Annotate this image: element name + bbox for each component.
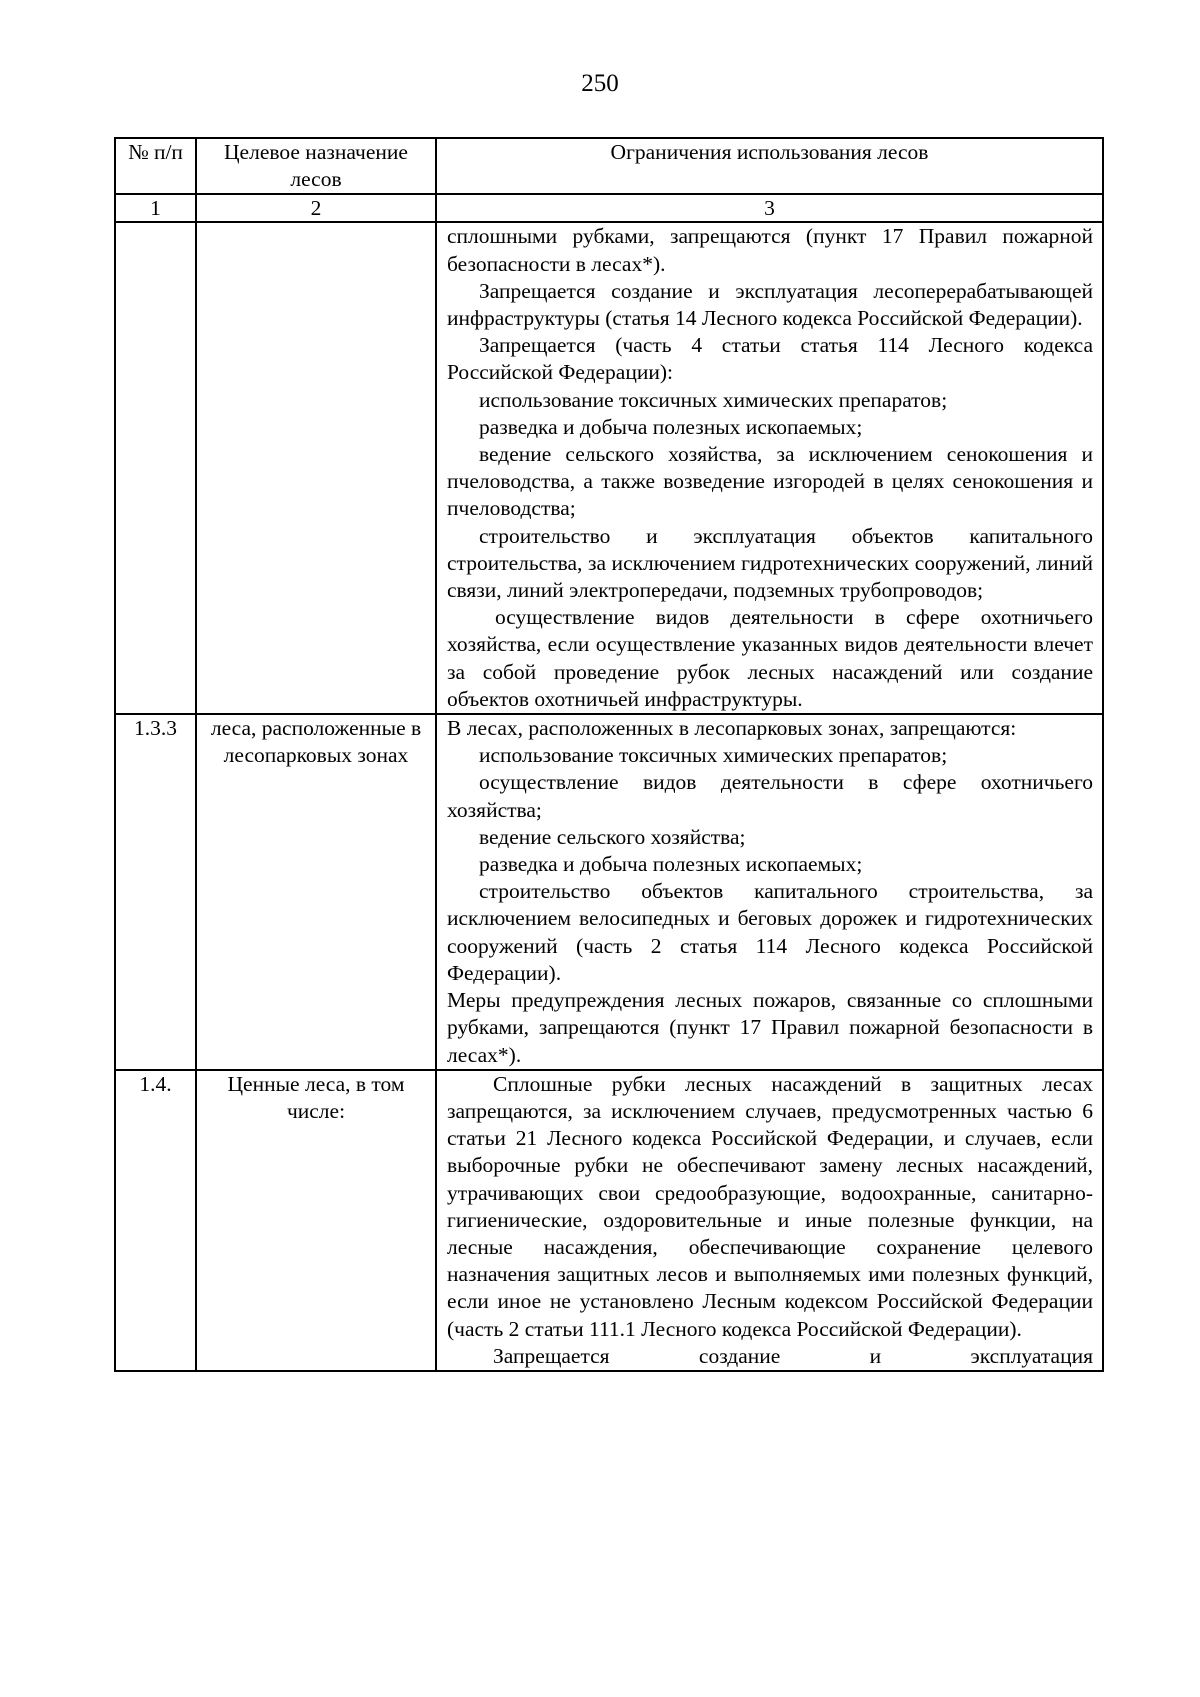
restriction-paragraph: Запрещается (часть 4 статьи статья 114 Лесного кодекса Российской Федерации):: [447, 333, 1093, 385]
restriction-paragraph: В лесах, расположенных в лесопарковых зонах, запрещаются:: [447, 716, 1017, 741]
restriction-paragraph: ведение сельского хозяйства;: [479, 824, 746, 849]
table-header-row: [115, 138, 1103, 194]
table-row: [115, 222, 1103, 714]
restriction-paragraph: Сплошные рубки лесных насаждений в защитных лесах запрещаются, за исключением случаев, предусмотренных частью 6 статьи 21 Лесного кодекса Российской Федерации, и случаев, если выборочные рубки не обеспечивают замену лесных насаждений, утрачивающих свои средообразующие, водоохранные, санитарно-гигиенические, оздоровительные и иные полезные функции, на лесные насаждения, обеспечивающие сохранение целевого назначения защитных лесов и выполняемых ими полезных функций, если иное не установлено Лесным кодексом Российской Федерации (часть 2 статьи 111.1 Лесного кодекса Российской Федерации).: [447, 1071, 1093, 1341]
restriction-paragraph: использование токсичных химических препаратов;: [479, 743, 948, 768]
row-restrictions: [436, 222, 1103, 714]
column-number: 2: [196, 194, 436, 222]
row-restrictions: [436, 1070, 1103, 1371]
column-number: 3: [436, 194, 1103, 222]
row-number: 1.4.: [115, 1070, 196, 1371]
restriction-paragraph: Меры предупреждения лесных пожаров, связанные со сплошными рубками, запрещаются (пункт 17 Правил пожарной безопасности в лесах*).: [447, 988, 1093, 1067]
header-restrictions: Ограничения использования лесов: [436, 138, 1103, 194]
restriction-paragraph: Запрещается создание и эксплуатация лесоперерабатывающей инфраструктуры (статья 14 Лесного кодекса Российской Федерации).: [447, 278, 1093, 331]
page-number: 250: [581, 70, 619, 97]
header-purpose: Целевое назначение лесов: [196, 138, 436, 194]
row-number: 1.3.3: [115, 714, 196, 1070]
restriction-paragraph: сплошными рубками, запрещаются (пункт 17 Правил пожарной безопасности в лесах*).: [447, 224, 1093, 276]
restriction-paragraph: ведение сельского хозяйства, за исключением сенокошения и пчеловодства, а также возведение изгородей в целях сенокошения и пчеловодства;: [447, 442, 1093, 521]
table-row: [115, 714, 1103, 1070]
forest-restrictions-table: [114, 137, 1104, 1372]
restriction-paragraph: использование токсичных химических препаратов;: [479, 387, 948, 412]
restriction-paragraph: разведка и добыча полезных ископаемых;: [479, 414, 863, 439]
column-number-row: [115, 194, 1103, 222]
restriction-paragraph: осуществление видов деятельности в сфере охотничьего хозяйства;: [447, 770, 1093, 822]
column-number: 1: [115, 194, 196, 222]
table-row: [115, 1070, 1103, 1371]
restriction-paragraph: разведка и добыча полезных ископаемых;: [479, 852, 863, 877]
row-restrictions: [436, 714, 1103, 1070]
restriction-paragraph: строительство объектов капитального строительства, за исключением велосипедных и беговых дорожек и гидротехнических сооружений (часть 2 статья 114 Лесного кодекса Российской Федерации).: [447, 879, 1093, 985]
row-purpose: леса, расположенные в лесопарковых зонах: [196, 714, 436, 1070]
row-number: [115, 222, 196, 714]
row-purpose: Ценные леса, в том числе:: [196, 1070, 436, 1371]
header-num: № п/п: [115, 138, 196, 194]
restriction-paragraph: Запрещается создание и эксплуатация: [493, 1343, 1093, 1368]
restriction-paragraph: строительство и эксплуатация объектов капитального строительства, за исключением гидротехнических сооружений, линий связи, линий электропередачи, подземных трубопроводов;: [447, 523, 1093, 603]
row-purpose: [196, 222, 436, 714]
restriction-paragraph: осуществление видов деятельности в сфере охотничьего хозяйства, если осуществление указанных видов деятельности влечет за собой проведение рубок лесных насаждений или создание объектов охотничьей инфраструктуры.: [447, 605, 1093, 711]
